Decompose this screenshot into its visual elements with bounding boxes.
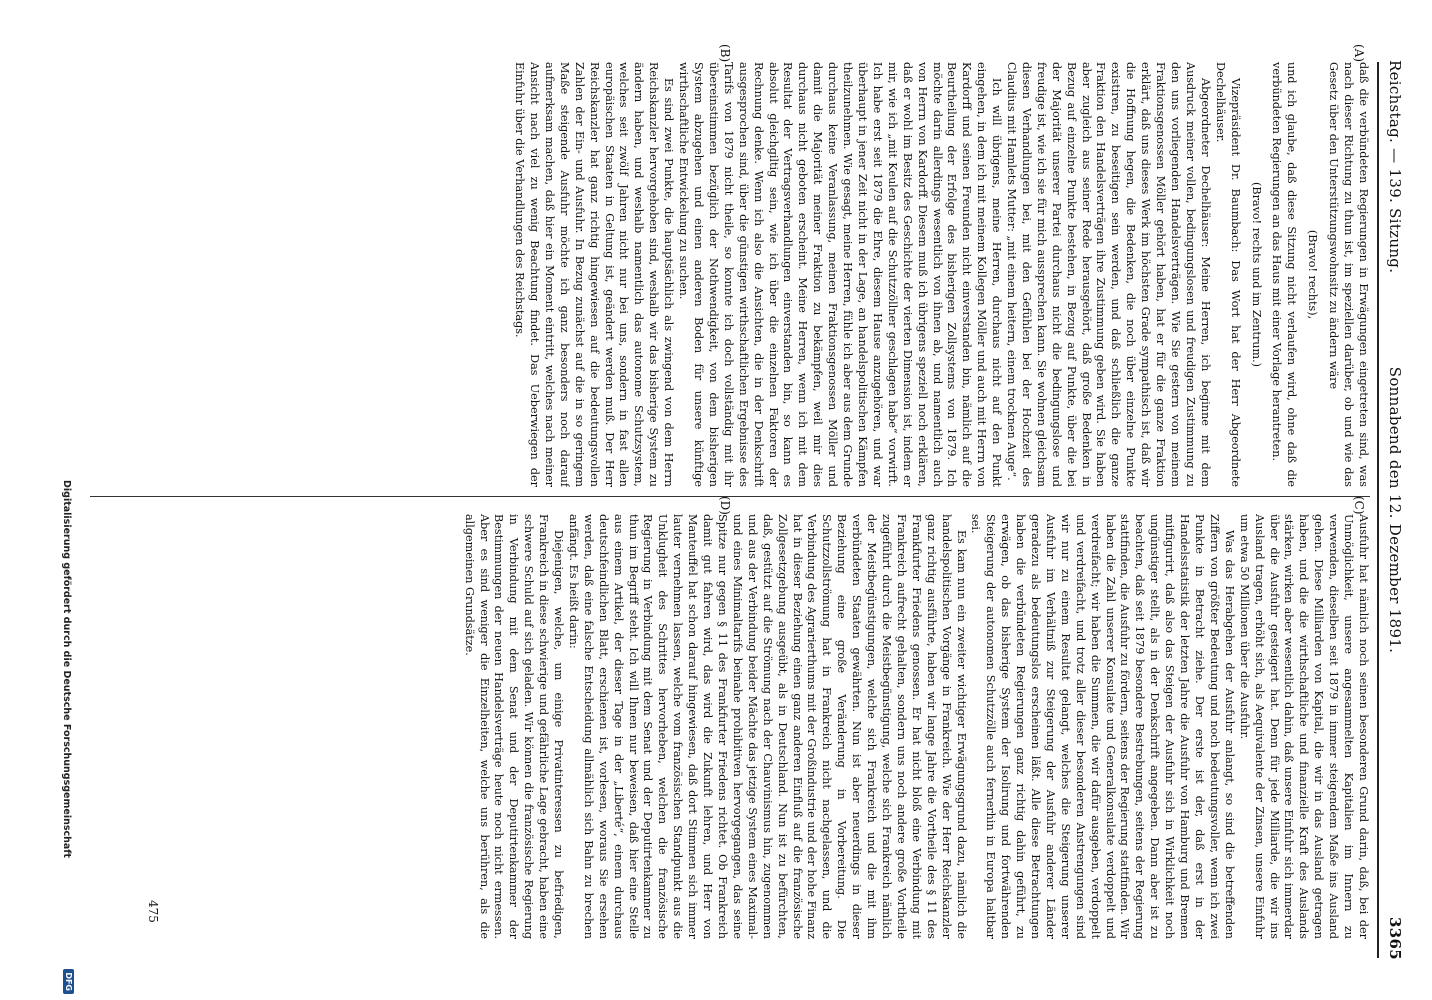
folio-number: 475 [146, 900, 160, 923]
paragraph: Abgeordneter Dechelhäuser: Meine Herren, ich beginne mit dem Ausdruck meiner vollen, bedingungslosen und freudigen Zustimmung zu den uns vorliegenden Handelsverträgen. Wie Sie gestern von meinem Fraktionsgenossen Möller gehört haben, hat er für die ganze Fraktion erklärt, daß uns dieses Werk im höchsten Grade sympathisch ist, daß wir die Hoffnung hegen, die Bedenken, die noch über einzelne Punkte existiren, zu beseitigen sein werden, und daß schließlich die ganze Fraktion den Handelsverträgen ihre Zustimmung geben wird. Sie haben aber zugleich aus seiner Rede herausgehört, daß große Bedenken in Bezug auf einzelne Punkte bestehen, in Bezug auf Punkte, über die bei der Majorität unserer Partei durchaus nicht die bedingungslose und freudige ist, wie ich sie für mich aussprechen kann. Sie wohnen gleichsam diesen Verhandlungen bei, mit den Gefühlen bei der Hochzeit des Claudius mit Hamlets Mutter: „mit einem heitern, einem trocknen Auge“. [1005, 62, 1212, 487]
header-rule [1377, 62, 1379, 958]
digitization-note: Digitalisierung gefördert durch die Deutsche Forschungsgemeinschaft [61, 480, 72, 858]
margin-letter-d: (D) [718, 496, 732, 515]
paragraph: Es kam nun ein zweiter wichtiger Erwägungsgrund dazu, nämlich die handelspolitischen Vorgänge in Frankreich. Wie der Herr Reichskanzler ganz richtig ausführte, haben wir lange Jahre die Vortheile des § 11 des Frankfurter Friedens genossen. Er hat nicht bloß eine Verbindung mit Frankreich aufrecht gehalten, sondern uns noch andere große Vortheile zugeführt durch die Meistbegünstigung, welche sich Frankreich nämlich der Meistbegünstigungen, welche sich Frankreich und die mit ihm verbündeten Staaten gewährten. Nun ist aber neuerdings in dieser Beziehung eine große Veränderung in Vorbereitung. Die Schutzzollströmung hat in Frankreich nicht nachgelassen, und die Verbindung des Agrarierthums mit der Großindustrie und der hohe Finanz hat in dieser Beziehung einen ganz anderen Einfluß auf die französische Zollgesetzgebung ausgeübt, als in Deutschland. Nun ist zu befürchten, daß, gestützt auf die Strömung nach der Chauvinismus hin, zugenommen und aus der Verbindung beider Mächte das jetzige System eines Maximal- und eines Minimaltarifs beinahe prohibitiven hervorgegangen, das seine Spitze nur gegen § 11 des Frankfurter Friedens richtet. Ob Frankreich damit gut fahren wird, das wird die Zukunft lehren, und Herr von Manteuffel hat schon darauf hingewiesen, daß dort Stimmen sich immer lauter vernehmen lassen, welche vom französischen Standpunkt aus die Unklugheit des Schrittes hervorheben, welchen die französische Regierung in Verbindung mit dem Senat und der Deputirtenkammer zu thun im Begriff steht. Ich will Ihnen nur beweisen, daß hier eine Stelle aus einem Artikel, der dieser Tage in der „Liberté“, einem durchaus deutschfeindlichen Blatt, erschienen ist, vorlesen, woraus Sie ersehen werden, daß eine falsche Entscheidung allmählich sich Bahn zu brechen anfängt. Es heißt darin: [566, 514, 968, 939]
margin-letter-b: (B) [718, 44, 732, 63]
header-title: Reichstag. — 139. Sitzung. [1386, 60, 1404, 274]
paragraph: daß die verbündeten Regierungen in Erwägungen eingetreten sind, was nach dieser Richtung zu thun ist, im speziellen darüber, ob und wie das Gesetz über den Unterstützungswohnsitz zu ändern wäre [1327, 62, 1370, 487]
digitization-stamp [56, 480, 72, 1000]
header-date: Sonnabend den 12. Dezember 1891. [1386, 366, 1404, 654]
margin-letter-a: (A) [1352, 44, 1366, 63]
paragraph: Ausfuhr hat nämlich noch seinen besonderen Grund darin, daß, bei der Unmöglichkeit, unsere angesammelten Kapitalien im Innern zu verwenden, dieselben seit 1879 in immer steigendem Maße ins Ausland gehen. Diese Milliarden von Kapital, die wir in das Ausland getragen haben, und die die wirthschaftliche und finanzielle Kraft des Auslands stärken, wirken aber wesentlich dahin, daß unsere Einfuhr sich immerdar über die Ausfuhr gesteigert hat. Denn für jede Milliarde, die wir ins Ausland tragen, erhöht sich, als Aequivalente der Zinsen, unsere Einfuhr um etwa 50 Millionen über die Ausfuhr. [1237, 514, 1370, 939]
dfg-logo: DFG [63, 969, 74, 994]
paragraph: (Bravo! rechts und im Zentrum.) [1249, 182, 1263, 367]
paragraph: (Bravo! rechts), [1306, 229, 1320, 320]
paragraph: und ich glaube, daß diese Sitzung nicht verlaufen wird, ohne daß die verbündeten Regierungen an das Haus mit einer Vorlage herantreten. [1270, 62, 1299, 487]
paragraph: Es sind zwei Punkte, die hauptsächlich als zwingend von dem Herrn Reichskanzler hervorgehoben sind, weshalb wir das bisherige System zu ändern haben, und weshalb namentlich das autonome Schutzsystem, welches seit zwölf Jahren nicht nur bei uns, sondern in fast allen europäischen Staaten in Geltung ist, geändert werden muß. Der Herr Reichskanzler hat ganz richtig hingewiesen auf die bedeutungsvollen Zahlen der Ein- und Ausfuhr. In Bezug zunächst auf die in so geringem Maße steigende Ausfuhr möchte ich ganz besonders noch darauf aufmerksam machen, daß hier ein Moment eintritt, welches nach meiner Ansicht nach viel zu wenig Beachtung findet. Das Ueberwiegen der Einfuhr über die Verhandlungen des Reichstags. [513, 62, 676, 487]
page-header [1382, 60, 1404, 960]
paragraph: Was das Herabgehen der Ausfuhr anlangt, so sind die betreffenden Ziffern von größter Bedeutung und noch bedeutungsvoller, wenn ich zwei Punkte in Betracht ziehe. Der erste ist der, daß erst in der Handelsstatistik der letzten Jahre die Ausfuhr von Hamburg und Bremen mitfigurirt, daß also das Steigen der Ausfuhr sich in Wirklichkeit noch ungünstiger stellt, als in der Denkschrift angegeben. Dann aber ist zu beachten, daß seit 1879 besondere Bestrebungen, seitens der Regierung stattfinden, die Ausfuhr zu fördern, seitens der Regierung stattfinden. Wir haben die Zahl unserer Konsulate und Generalkonsulate verdoppelt und verdreifacht; wir haben die Summen, die wir dafür ausgeben, verdoppelt und verdreifacht, und trotz aller dieser besonderen Anstrengungen sind wir nur zu einem Resultat gelangt, welches die Steigerung unserer Ausfuhr im Verhältniß zur Steigerung der Ausfuhr anderer Länder geradezu als bedeutungslos erscheinen läßt. Alle diese Betrachtungen haben die verbündeten Regierungen ganz richtig dahin geführt, zu erwägen, ob das bisherige System der Isolirung und fortwährenden Steigerung der autonomen Schutzzölle auch fernerhin in Europa haltbar sei. [969, 514, 1236, 939]
paragraph: Diejenigen, welche, um einige Privatinteressen zu befriedigen, Frankreich in diese schwierige und gefährliche Lage gebracht, haben eine schwere Schuld auf sich geladen. Wir können die französische Regierung in Verbindung mit dem Senat und der Deputirtenkammer der Bestimmungen der neuen Handelsverträge heute noch nicht ermessen. Aber es sind weniger die Einzelheiten, welche uns berühren, als die allgemeinen Grundsätze. [462, 514, 566, 939]
page-number: 3365 [1386, 917, 1404, 960]
margin-letter-c: (C) [1352, 496, 1366, 515]
left-column [165, 62, 1370, 487]
column-divider [90, 496, 1370, 497]
right-column [165, 514, 1370, 939]
paragraph: Vizepräsident Dr. Baumbach: Das Wort hat der Herr Abgeordnete Dechelhäuser. [1213, 62, 1242, 487]
paragraph: Ich will übrigens, meine Herren, durchaus nicht auf den Punkt eingehen, in dem ich mit meinem Kollegen Möller und auch mit Herrn von Kardorff und seinen Freunden nicht einverstanden bin, nämlich auf die Beurtheilung der Erfolge des bisherigen Zollsystems von 1879. Ich möchte darin allerdings wesentlich von ihnen ab, und namentlich auch von Herrn von Kardorff. Diesem muß ich übrigens speziell noch erklären, daß er wohl im Besitz des Geschichte der vierten Dimension ist, indem er mir, wie ich „mit Keulen auf die Schutzzöllner geschlagen habe“ vorwirft. Ich habe erst seit 1879 die Ehre, diesem Hause anzugehören, und war überhaupt in jener Zeit nicht in der Lage, an handelspolitischen Kämpfen theilzunehmen. Wie gesagt, meine Herren, fühle ich aber aus dem Grunde durchaus keine Veranlassung, meinen Fraktionsgenossen Möller und damit die Majorität meiner Fraktion zu bekämpfen, weil mir dies durchaus nicht geboten erscheint. Meine Herren, wenn ich mit dem Resultat der Vertragsverhandlungen einverstanden bin, so kann es absolut gleichgiltig sein, wie ich über die einzelnen Faktoren der Rechnung denke. Wenn ich also die Ansichten, die in der Denkschrift ausgesprochen sind, über die günstigen wirthschaftlichen Ergebnisse des Tarifs von 1879 nicht theile, so konnte ich doch vollständig mit ihr übereinstimmen bezüglich der Nothwendigkeit, von dem bisherigen System abzugehen und einen anderen Boden für unsere künftige wirthschaftliche Entwickelung zu suchen. [677, 62, 1004, 487]
